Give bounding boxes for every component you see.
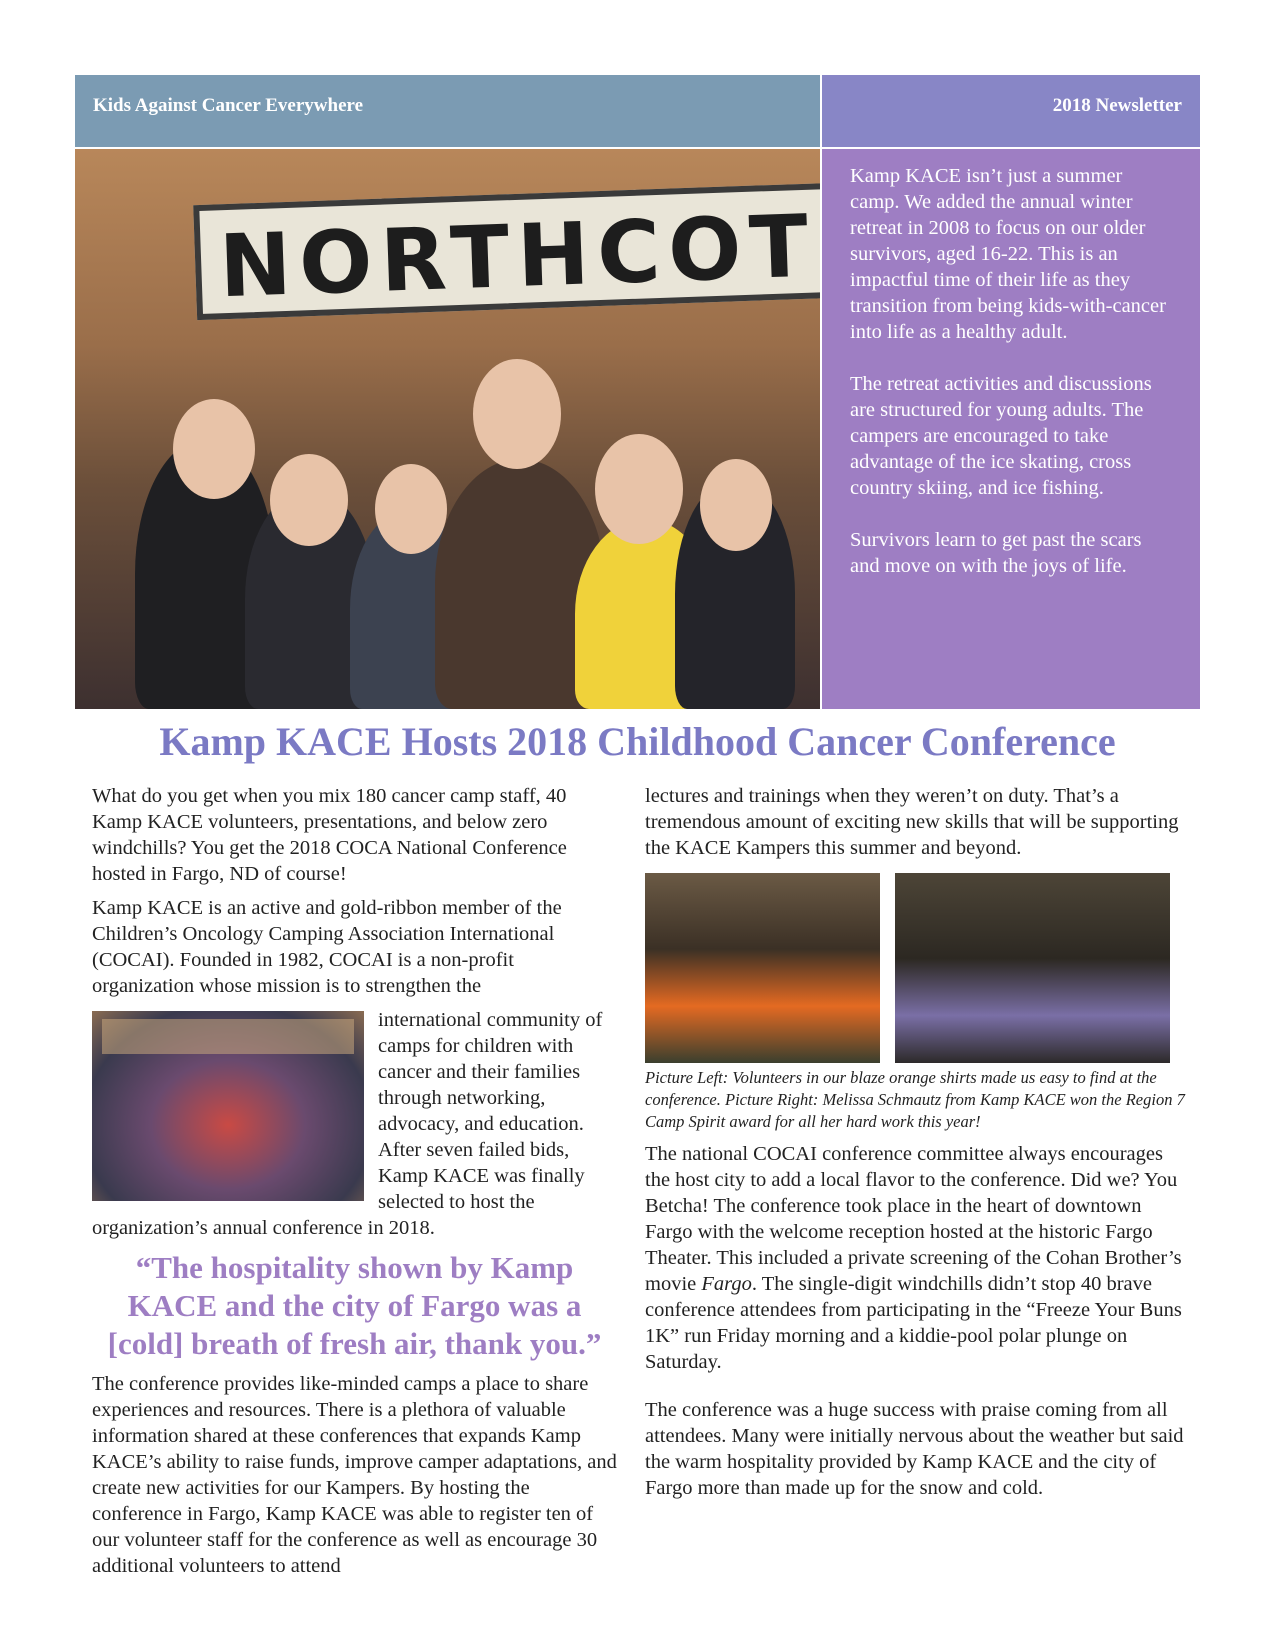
sidebar-paragraph: Survivors learn to get past the scars and move on with the joys of life. [850,529,1142,577]
paragraph-text: . The single-digit windchills didn’t stop 40 brave conference attendees from participating in the “Freeze Your Buns 1K” run Friday morning and a kiddie-pool polar plunge on Saturday. [645,1273,1182,1373]
conference-crowd-photo [92,1011,364,1201]
article-paragraph: The conference provides like-minded camps a place to share experiences and resources. There is a plethora of valuable information shared at these conferences that expands Kamp KACE’s ability to raise funds, improve camper adaptations, and create new activities for our Kampers. By hosting the conference in Fargo, Kamp KACE was able to register ten of our volunteer staff for the conference as well as encourage 30 additional volunteers to attend [92,1373,617,1577]
article-column-right [645,783,1185,1509]
header-issue-bar [822,75,1200,147]
pull-quote: “The hospitality shown by Kamp KACE and the city of Fargo was a [cold] breath of fresh air, thank you.” [107,1250,602,1361]
campers-group [135,399,775,709]
issue-label: 2018 Newsletter [1052,95,1182,116]
camp-spirit-award-photo [895,873,1170,1063]
campers-group-photo [75,149,820,709]
movie-title: Fargo [701,1273,752,1295]
article-paragraph [645,1141,1185,1375]
article-column-left [92,783,617,1587]
org-name: Kids Against Cancer Everywhere [93,95,364,116]
article-paragraph: The conference was a huge success with praise coming from all attendees. Many were initially nervous about the weather but said the warm hospitality provided by Kamp KACE and the city of Fargo more than made up for the snow and cold. [645,1399,1184,1499]
winter-retreat-sidebar [822,149,1200,709]
paragraph-text: The national COCAI conference committee always encourages the host city to add a local flavor to the conference. Did we? You Betcha! The conference took place in the heart of downtown Fargo with the welcome reception hosted at the historic Fargo Theater. This included a private screening of the Cohan Brother’s movie [645,1143,1182,1295]
volunteer-photos [645,873,1185,1063]
article-paragraph: What do you get when you mix 180 cancer camp staff, 40 Kamp KACE volunteers, presentations, and below zero windchills? You get the 2018 COCA National Conference hosted in Fargo, ND of course! [92,785,567,885]
sidebar-paragraph: Kamp KACE isn’t just a summer camp. We added the annual winter retreat in 2008 to focus on our older survivors, aged 16-22. This is an impactful time of their life as they transition from being kids-with-cancer into life as a healthy adult. [850,165,1166,343]
photo-caption: Picture Left: Volunteers in our blaze orange shirts made us easy to find at the conference. Picture Right: Melissa Schmautz from Kamp KACE won the Region 7 Camp Spirit award for all her hard work this year! [645,1068,1185,1131]
article-headline: Kamp KACE Hosts 2018 Childhood Cancer Conference [159,719,1116,764]
header-org-bar [75,75,820,147]
volunteers-orange-shirts-photo [645,873,880,1063]
article-paragraph: Kamp KACE is an active and gold-ribbon member of the Children’s Oncology Camping Association International (COCAI). Founded in 1982, COCAI is a non-profit organization whose mission is to strengthen the [92,897,562,997]
sidebar-paragraph: The retreat activities and discussions are structured for young adults. The campers are encouraged to take advantage of the ice skating, cross country skiing, and ice fishing. [850,373,1152,499]
article-paragraph: international community of camps for children with cancer and their families through networking, advocacy, and education. After seven failed bids, Kamp KACE was finally selected to host the organization’s annual conference in 2018. [92,1009,603,1239]
article-paragraph: lectures and trainings when they weren’t on duty. That’s a tremendous amount of exciting new skills that will be supporting the KACE Kampers this summer and beyond. [645,785,1179,859]
northcote-sign: NORTHCOT [193,183,820,320]
